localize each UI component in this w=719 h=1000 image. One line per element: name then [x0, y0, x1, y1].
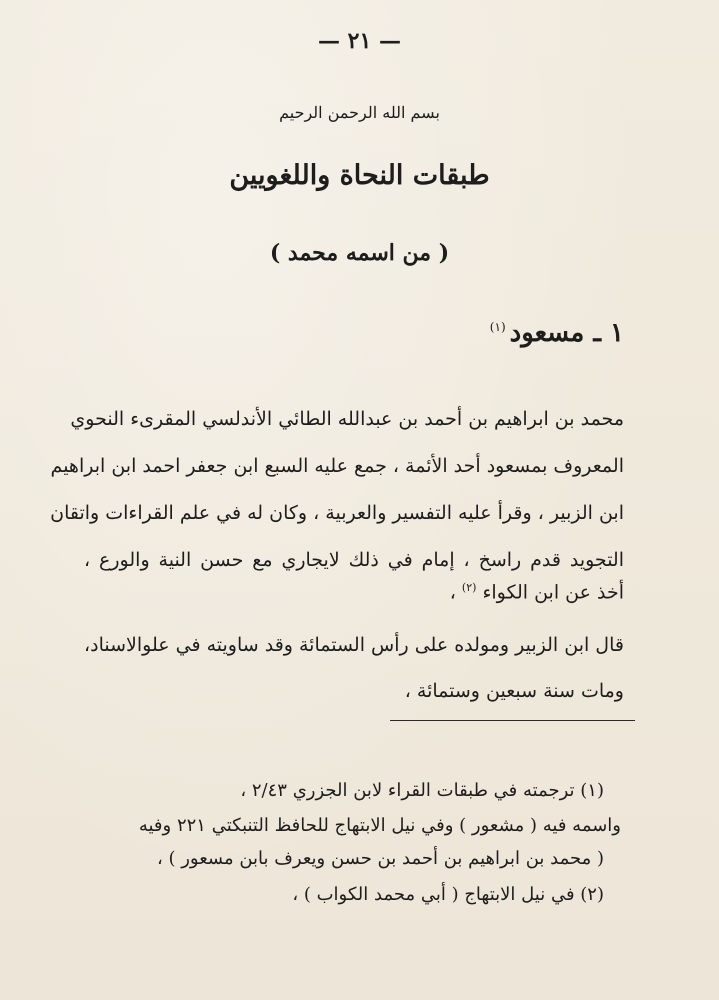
footnote-ref-2: (٢) [461, 581, 477, 594]
footnote-ref-1: (١) [489, 320, 506, 335]
body-line-3: ابن الزبير ، وقرأ عليه التفسير والعربية ، وكان له في علم القراءات واتقان [50, 502, 624, 524]
footnote-line-2: واسمه فيه ( مشعور ) وفي نيل الابتهاج للحافظ التنبكتي ٢٢١ وفيه [138, 815, 621, 836]
page-number: — ٢١ — [318, 28, 401, 54]
body-line-6: قال ابن الزبير ومولده على رأس الستمائة وقد ساويته في علوالاسناد، [84, 634, 624, 656]
footnote-divider [390, 720, 635, 721]
body-line-5-text: أخذ عن ابن الكواء [482, 581, 624, 604]
footnote-line-4: (٢) في نيل الابتهاج ( أبي محمد الكواب ) ، [292, 884, 604, 905]
body-line-5 [84, 581, 624, 603]
body-line-5-end: ، [449, 581, 462, 604]
entry-heading-text: ١ ـ مسعود [509, 318, 624, 348]
page-title: طبقات النحاة واللغويين [229, 160, 490, 191]
body-line-4: التجويد قدم راسخ ، إمام في ذلك لايجاري مع حسن النية والورع ، [84, 549, 624, 571]
basmala: بسم الله الرحمن الرحيم [279, 103, 440, 122]
entry-heading [490, 318, 624, 348]
footnote-line-1: (١) ترجمته في طبقات القراء لابن الجزري ٢/٤٣ ، [240, 780, 604, 801]
footnote-line-3: ( محمد بن ابراهيم بن أحمد بن حسن ويعرف بابن مسعور ) ، [156, 848, 604, 869]
section-subtitle: ( من اسمه محمد ) [269, 240, 450, 266]
body-line-7: ومات سنة سبعين وستمائة ، [404, 680, 624, 702]
body-line-1: محمد بن ابراهيم بن أحمد بن عبدالله الطائي الأندلسي المقرىء النحوي [70, 408, 624, 430]
body-line-2: المعروف بمسعود أحد الأئمة ، جمع عليه السبع ابن جعفر احمد ابن ابراهيم [50, 455, 624, 477]
